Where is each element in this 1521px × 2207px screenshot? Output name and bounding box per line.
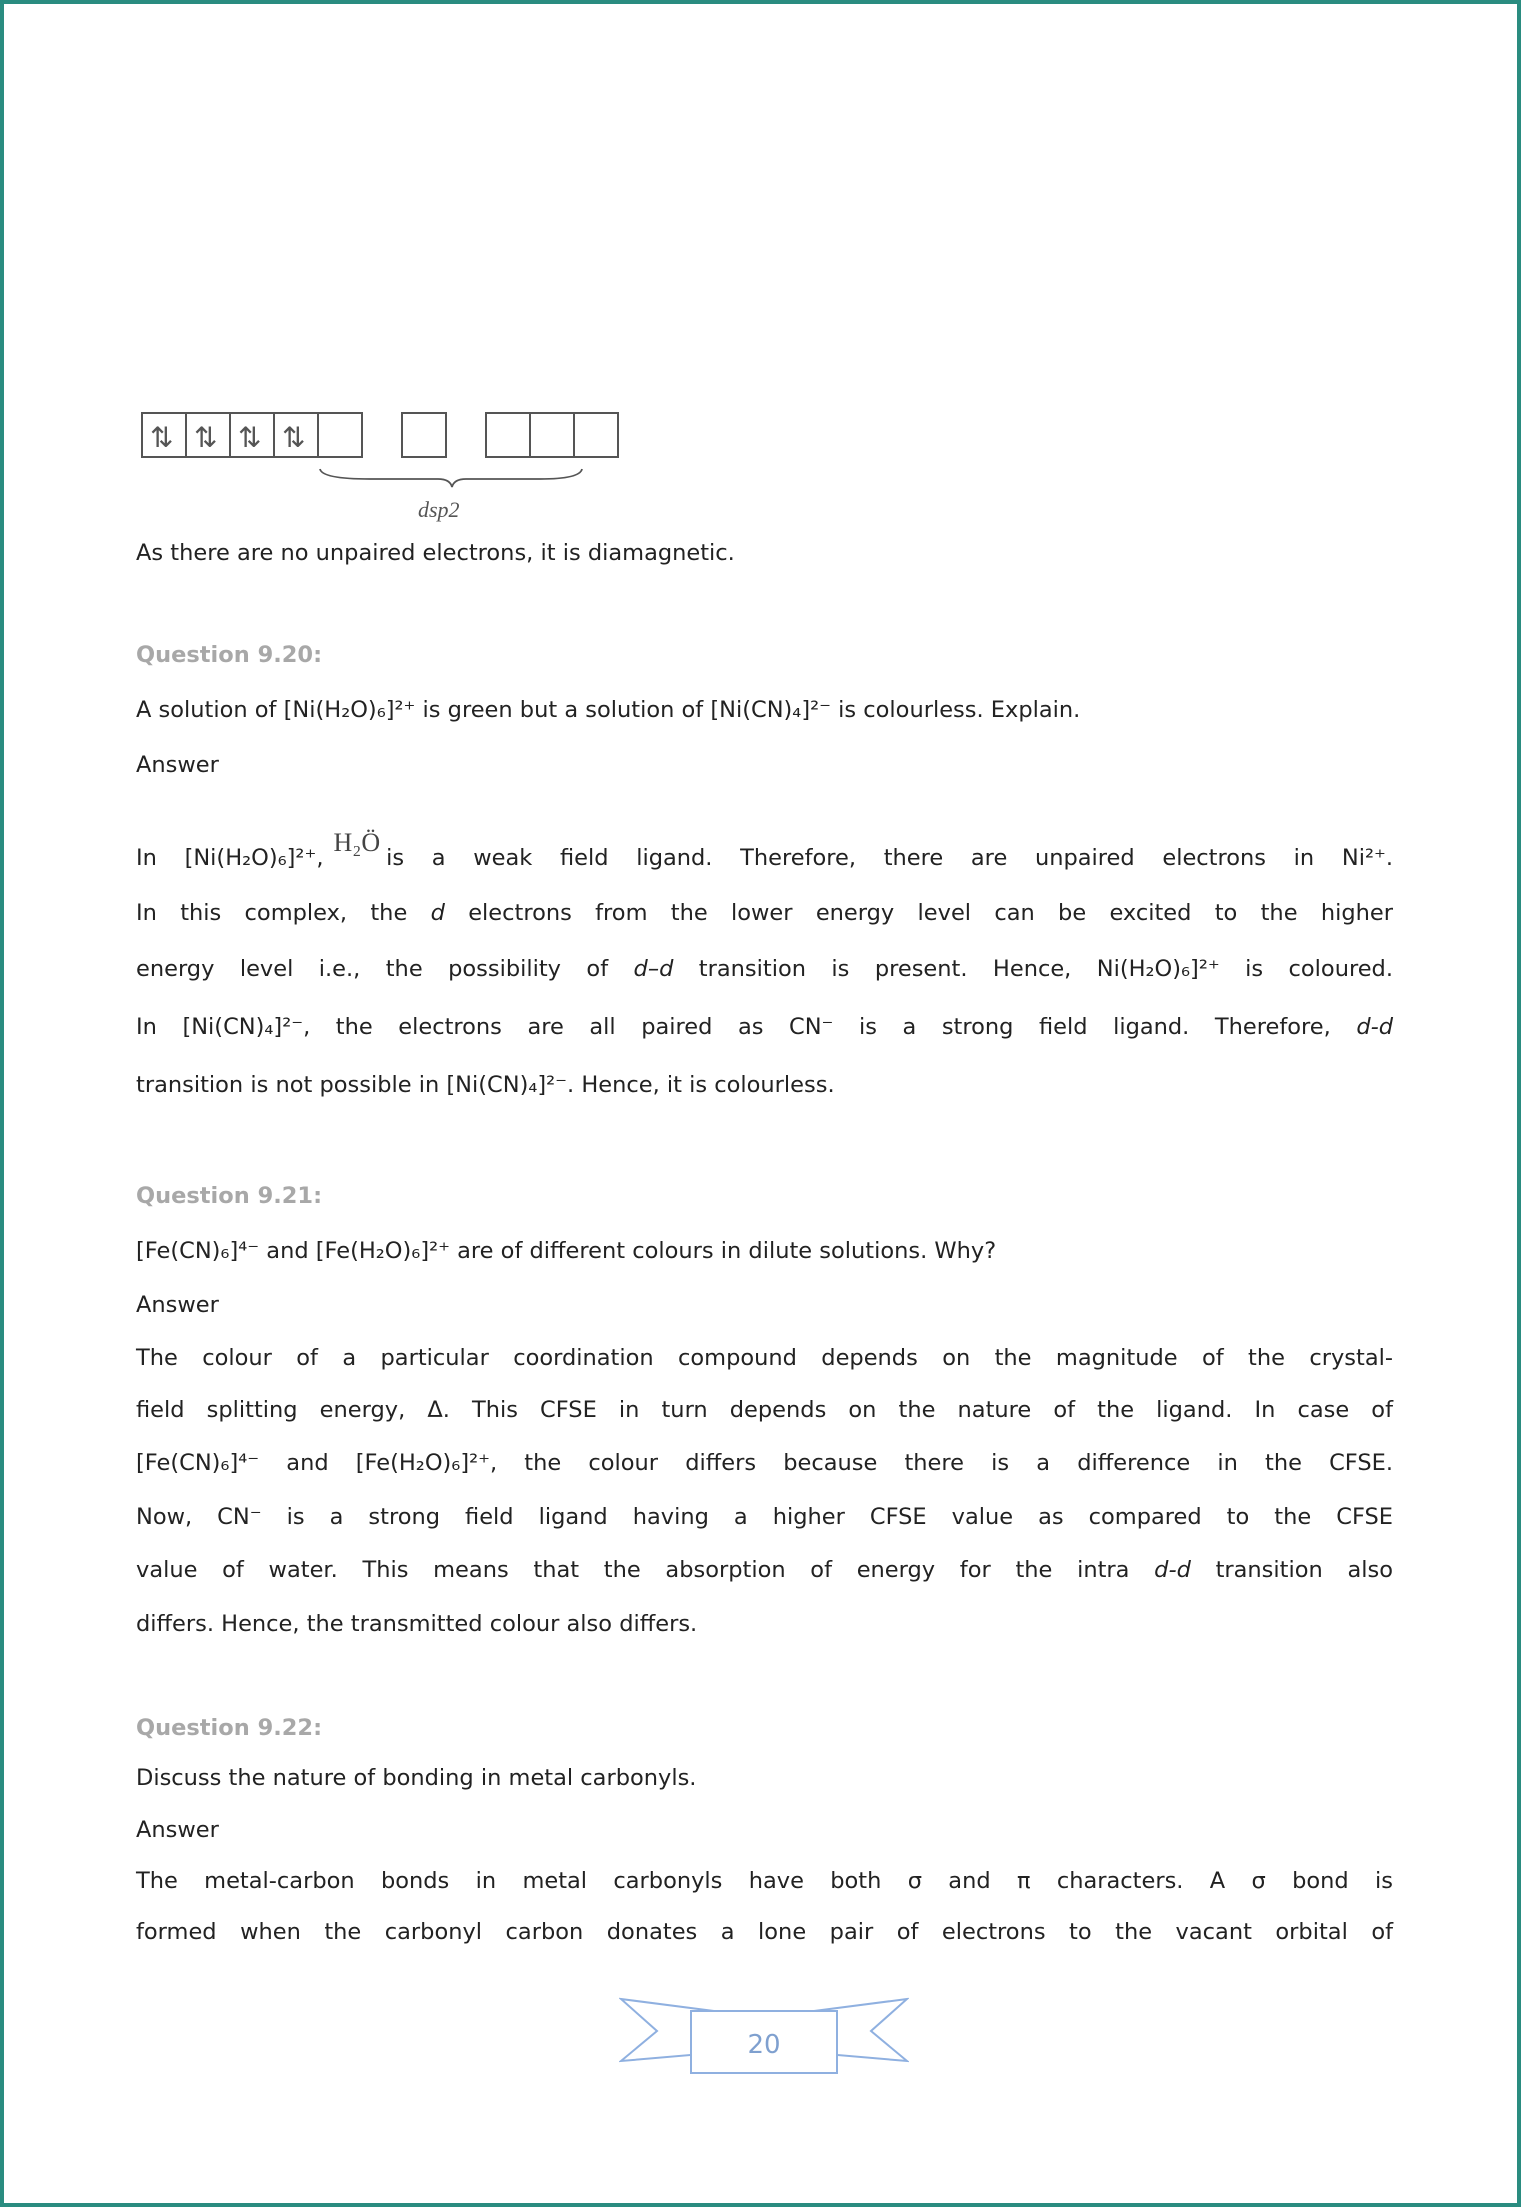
- electron-pair-icon: ⇅: [194, 421, 218, 454]
- text: transition also: [1190, 1557, 1393, 1583]
- answer-line: [136, 954, 1393, 984]
- question-text: [Fe(CN)₆]⁴⁻ and [Fe(H₂O)₆]²⁺ are of different colours in dilute solutions. Why?: [136, 1238, 997, 1264]
- page-number: 20: [747, 2030, 781, 2060]
- answer-label: Answer: [136, 1817, 219, 1843]
- answer-line: formed when the carbonyl carbon donates a lone pair of electrons to the vacant orbital of: [136, 1919, 1393, 1945]
- text: In [Ni(H₂O)₆]²⁺,: [136, 845, 324, 871]
- electron-pair-icon: ⇅: [150, 421, 174, 454]
- answer-line: differs. Hence, the transmitted colour also differs.: [136, 1611, 698, 1637]
- text: d-d: [1154, 1557, 1191, 1583]
- answer-line: Now, CN⁻ is a strong field ligand having a higher CFSE value as compared to the CFSE: [136, 1504, 1393, 1530]
- answer-line: The colour of a particular coordination compound depends on the magnitude of the crystal-: [136, 1345, 1393, 1371]
- text: In [Ni(CN)₄]²⁻, the electrons are all paired as CN⁻ is a strong field ligand. Therefore,: [136, 1014, 1357, 1040]
- answer-label: Answer: [136, 1292, 219, 1318]
- answer-line: [Fe(CN)₆]⁴⁻ and [Fe(H₂O)₆]²⁺, the colour differs because there is a difference in the CFSE.: [136, 1450, 1393, 1476]
- hybridization-label: dsp2: [418, 497, 460, 522]
- text: d–d: [633, 956, 674, 982]
- text: In this complex, the: [136, 900, 431, 926]
- question-text: Discuss the nature of bonding in metal carbonyls.: [136, 1765, 697, 1791]
- page-number-banner: [619, 1989, 909, 2074]
- answer-line: [136, 828, 1393, 873]
- answer-line: transition is not possible in [Ni(CN)₄]²⁻. Hence, it is colourless.: [136, 1072, 835, 1098]
- text: is a weak field ligand. Therefore, there are unpaired electrons in Ni²⁺.: [386, 845, 1393, 871]
- text: d: [430, 900, 445, 926]
- answer-line: The metal-carbon bonds in metal carbonyls have both σ and π characters. A σ bond is: [136, 1868, 1393, 1894]
- electron-pair-icon: ⇅: [238, 421, 262, 454]
- text: transition is present. Hence, Ni(H₂O)₆]²⁺ is coloured.: [673, 956, 1393, 982]
- orbital-diagram: [140, 409, 620, 529]
- water-formula: H₂Ö: [333, 828, 381, 857]
- text: energy level i.e., the possibility of: [136, 956, 634, 982]
- answer-line: [136, 898, 1393, 928]
- answer-line: [136, 1012, 1393, 1042]
- electron-pair-icon: ⇅: [282, 421, 306, 454]
- question-heading: Question 9.20:: [136, 642, 323, 668]
- intro-text: As there are no unpaired electrons, it is diamagnetic.: [136, 540, 735, 566]
- question-text: A solution of [Ni(H₂O)₆]²⁺ is green but a solution of [Ni(CN)₄]²⁻ is colourless. Explain.: [136, 697, 1081, 723]
- question-heading: Question 9.22:: [136, 1715, 323, 1741]
- text: d-d: [1356, 1014, 1393, 1040]
- question-heading: Question 9.21:: [136, 1183, 323, 1209]
- answer-label: Answer: [136, 752, 219, 778]
- answer-line: [136, 1555, 1393, 1585]
- text: electrons from the lower energy level can be excited to the higher: [444, 900, 1393, 926]
- text: value of water. This means that the absorption of energy for the intra: [136, 1557, 1155, 1583]
- answer-line: field splitting energy, Δ. This CFSE in turn depends on the nature of the ligand. In case of: [136, 1397, 1393, 1423]
